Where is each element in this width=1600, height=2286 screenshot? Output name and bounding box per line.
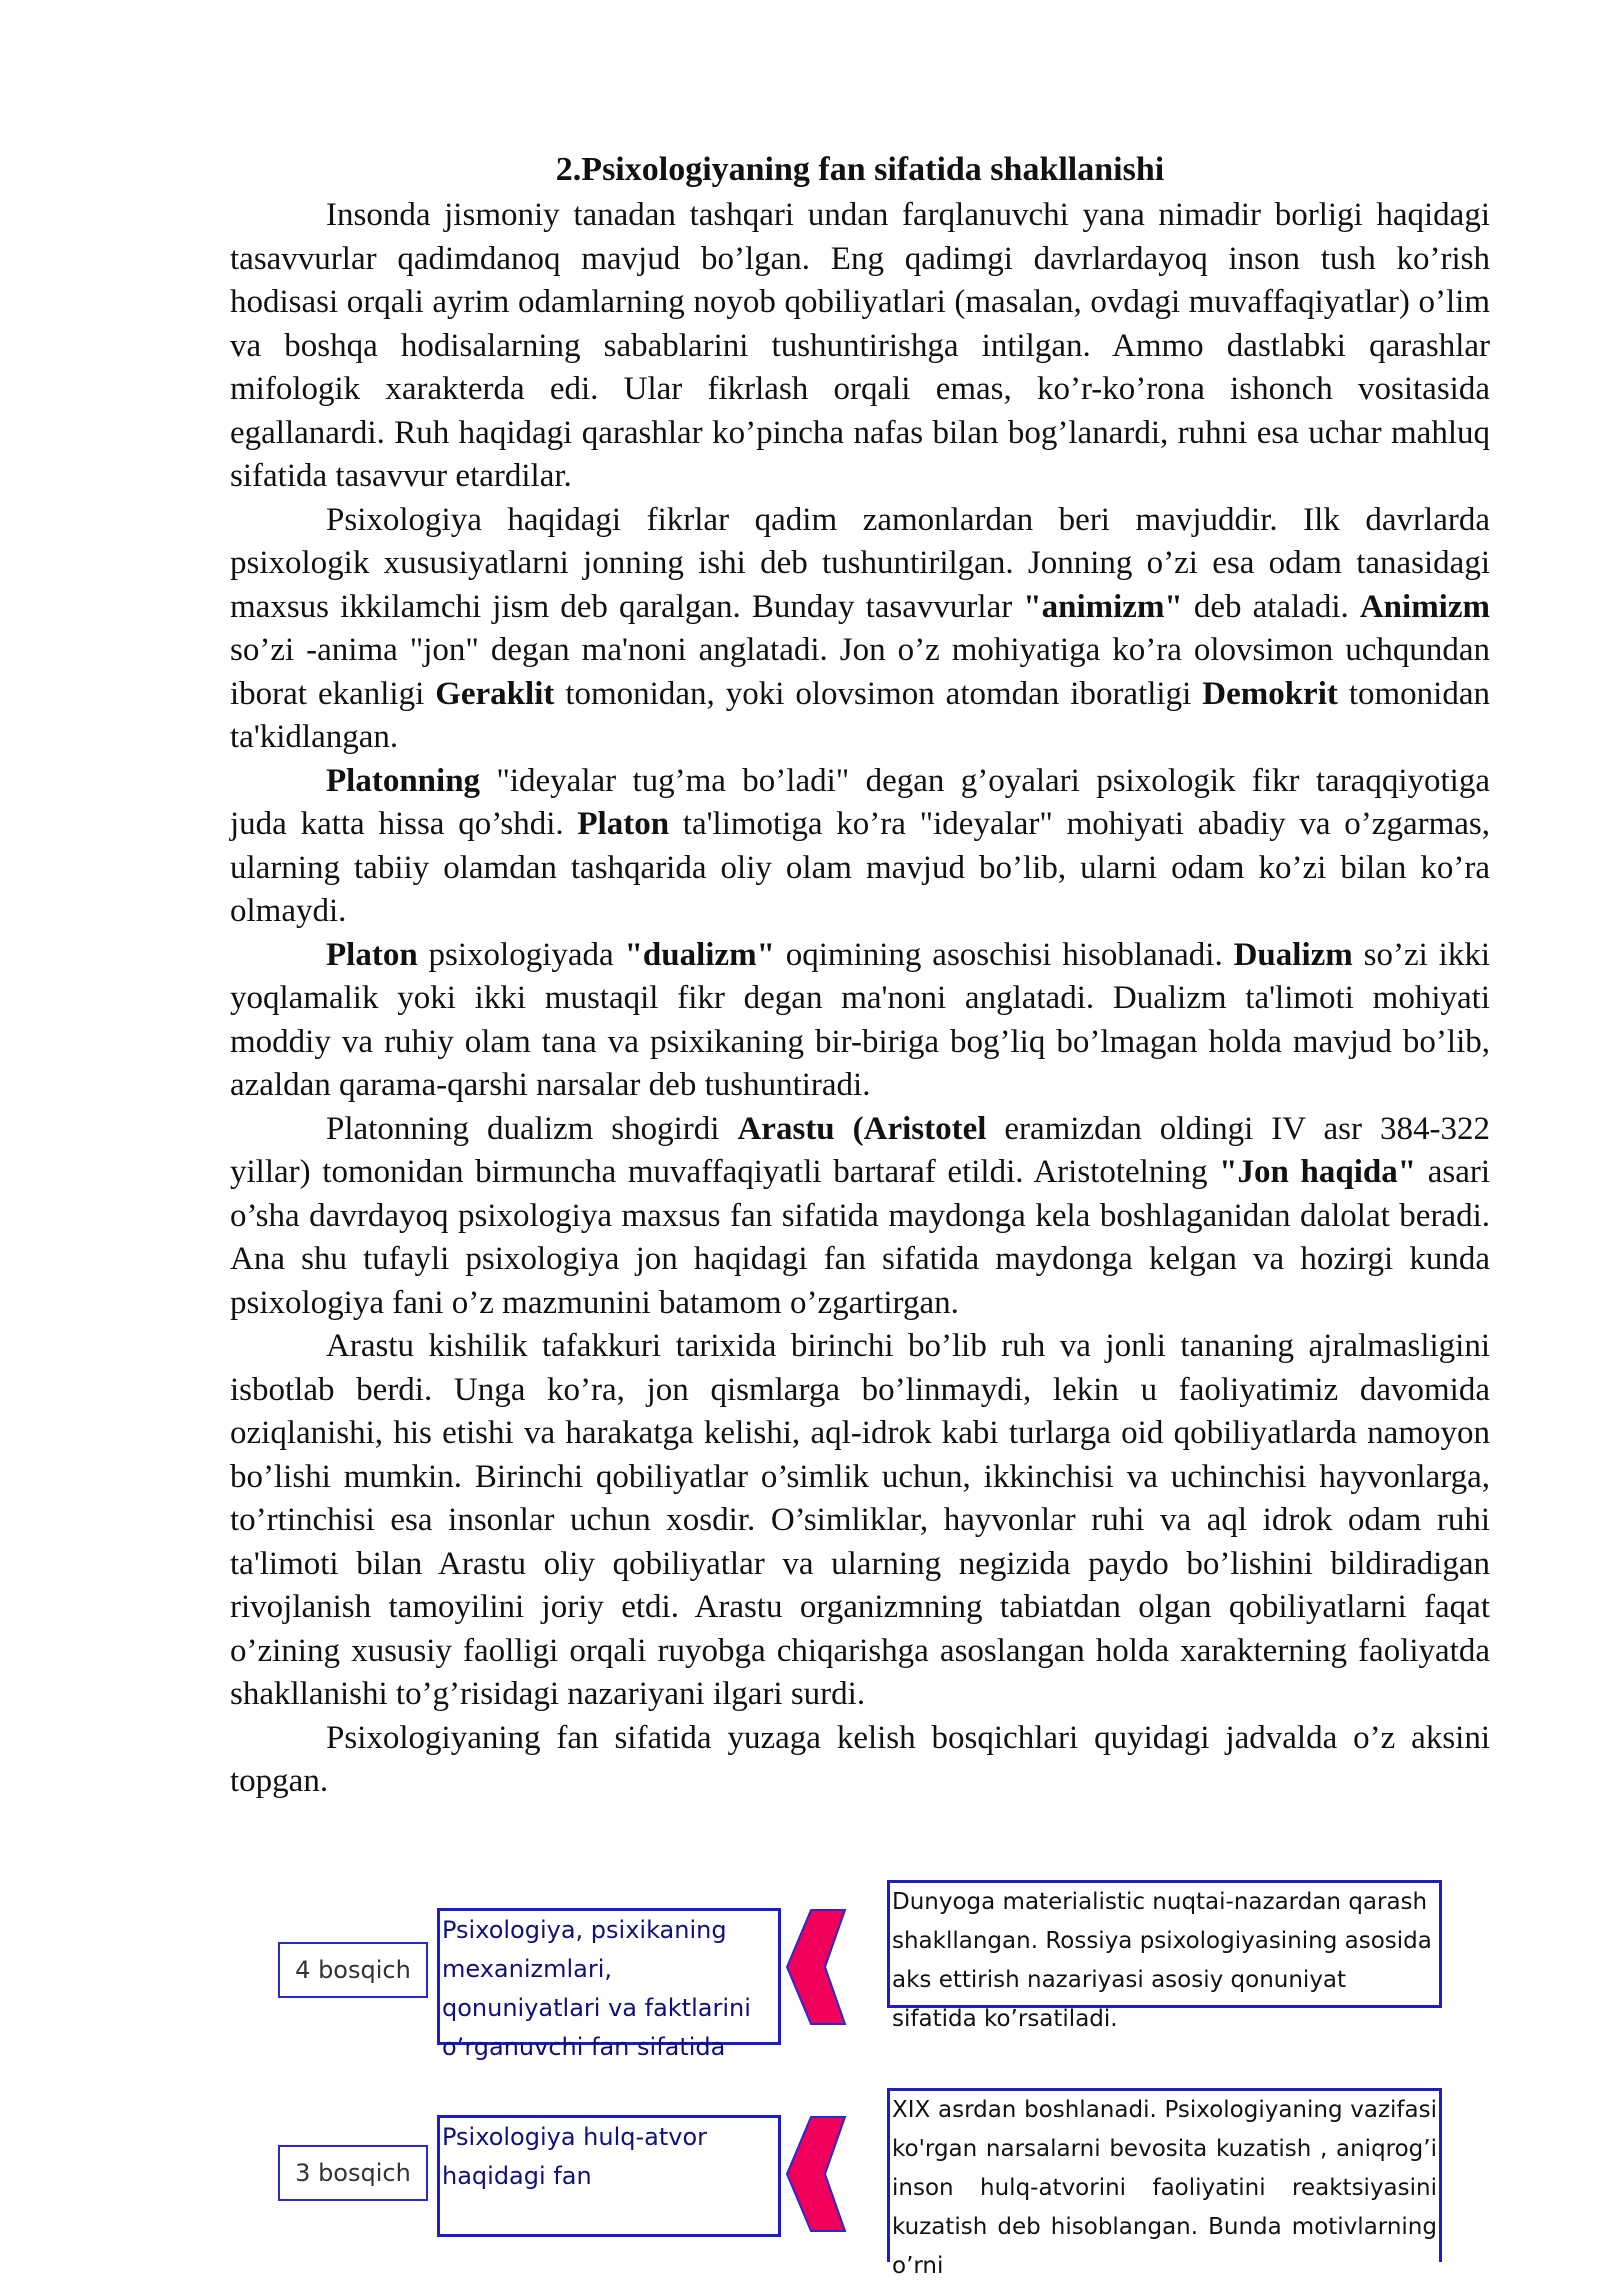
bold-term: Platon <box>577 806 670 842</box>
stage-3-description-box: XIX asrdan boshlanadi. Psixologiyaning vazifasi ko'rgan narsalarni bevosita kuzatish , aniqrog’i inson hulq-atvorini faoliyatini reaktsiyasini kuzatish deb hisoblangan. Bunda motivlarning o’rni <box>887 2088 1442 2262</box>
bold-term: "dualizm" <box>624 936 775 973</box>
bold-term: Platon <box>326 936 418 973</box>
text-run: eramizdan oldingi IV asr 384-322 yillar) tomonidan birmuncha muvaffaqiyatli bartaraf etildi. Aristotelning <box>230 1110 1490 1190</box>
bold-term: "Jon haqida" <box>1219 1154 1417 1190</box>
paragraph <box>230 760 1490 934</box>
paragraph <box>230 194 1490 499</box>
bold-term: Animizm <box>1359 588 1490 625</box>
text-run: psixologiyada <box>417 936 625 973</box>
text-run: asari o’sha davrdayoq psixologiya maxsus fan sifatida maydonga kela boshlaganidan dalolat beradi. Ana shu tufayli psixologiya jon haqidagi fan sifatida maydonga kelgan va hozirgi kunda psixologiya fani o’z mazmunini batamom o’zgartirgan. <box>230 1154 1490 1321</box>
page-title: 2.Psixologiyaning fan sifatida shakllanishi <box>555 151 1165 188</box>
bold-term: Demokrit <box>1202 675 1338 712</box>
text-run: deb ataladi. <box>1182 588 1360 625</box>
text-run: tomonidan ta'kidlangan. <box>230 675 1490 755</box>
text-run: Insonda jismoniy tanadan tashqari undan farqlanuvchi yana nimadir borligi haqidagi tasavvurlar qadimdanoq mavjud bo’lgan. Eng qadimgi davrlardayoq inson tush ko’rish hodisasi orqali ayrim odamlarning noyob qobiliyatlari (masalan, ovdagi muvaffaqiyatlar) o’lim va boshqa hodisalarning sabablarini tushuntirishga intilgan. Ammo dastlabki qarashlar mifologik xarakterda edi. Ular fikrlash orqali emas, ko’r-ko’rona ishonch vositasida egallanardi. Ruh haqidagi qarashlar ko’pincha nafas bilan bog’lanardi, ruhni esa uchar mahluq sifatida tasavvur etardilar. <box>230 197 1490 494</box>
bold-term: "animizm" <box>1023 588 1183 625</box>
document-body <box>230 194 1490 1804</box>
bold-term: Geraklit <box>435 675 555 712</box>
text-run: ta'limotiga ko’ra "ideyalar" mohiyati abadiy va o’zgarmas, ularning tabiiy olamdan tashqarida oliy olam mavjud bo’lib, ularni odam ko’zi bilan ko’ra olmaydi. <box>230 806 1490 929</box>
text-run: Arastu kishilik tafakkuri tarixida birinchi bo’lib ruh va jonli tananing ajralmasligini isbotlab berdi. Unga ko’ra, jon qismlarga bo’linmaydi, lekin u faoliyatimiz davomida oziqlanishi, his etishi va harakatga kelishi, aql-idrok kabi turlarga oid qobiliyatlarda namoyon bo’lishi mumkin. Birinchi qobiliyatlar o’simlik uchun, ikkinchisi va uchinchisi hayvonlarga, to’rtinchisi esa insonlar uchun xosdir. O’simliklar, hayvonlar ruhi va aql idrok odam ruhi ta'limoti bilan Arastu oliy qobiliyatlar va ularning negizida paydo bo’lishini bildiradigan rivojlanish tamoyilini joriy etdi. Arastu organizmning tabiatdan olgan qobiliyatlarni faqat o’zining xususiy faolligi orqali ruyobga chiqarishga asoslangan holda xarakterning faoliyatda shakllanishi to’g’risidagi nazariyani ilgari surdi. <box>230 1328 1490 1712</box>
text-run: Platonning dualizm shogirdi <box>326 1110 738 1147</box>
paragraph <box>230 934 1490 1108</box>
text-run: oqimining asoschisi hisoblanadi. <box>774 936 1234 973</box>
paragraph <box>230 1108 1490 1326</box>
stage-3-title-box: Psixologiya hulq-atvor haqidagi fan <box>437 2115 781 2237</box>
text-run: so’zi -anima "jon" degan ma'noni anglatadi. Jon o’z mohiyatiga ko’ra olovsimon uchqundan iborat ekanligi <box>230 632 1490 712</box>
stage-4-arrow-icon <box>785 1908 851 2026</box>
text-run: so’zi ikki yoqlamalik yoki ikki mustaqil fikr degan ma'noni anglatadi. Dualizm ta'limoti mohiyati moddiy va ruhiy olam tana va psixikaning bir-biriga bog’liq bo’lmagan holda mavjud bo’lib, azaldan qarama-qarshi narsalar deb tushuntiradi. <box>230 936 1490 1103</box>
stage-3-arrow-icon <box>785 2115 851 2233</box>
stage-3-label: 3 bosqich <box>278 2145 428 2201</box>
text-run: "ideyalar tug’ma bo’ladi" degan g’oyalari psixologik fikr taraqqiyotiga juda katta hissa qo’shdi. <box>230 762 1490 842</box>
text-run: Psixologiyaning fan sifatida yuzaga kelish bosqichlari quyidagi jadvalda o’z aksini topgan. <box>230 1719 1490 1799</box>
bold-term: Platonning <box>326 762 481 799</box>
paragraph <box>230 1325 1490 1717</box>
bold-term: Dualizm <box>1233 936 1353 973</box>
stage-4-description-box: Dunyoga materialistic nuqtai-nazardan qarash shakllangan. Rossiya psixologiyasining asosida aks ettirish nazariyasi asosiy qonuniyat sifatida ko’rsatiladi. <box>887 1880 1442 2008</box>
text-run: tomonidan, yoki olovsimon atomdan iboratligi <box>554 675 1203 712</box>
paragraph <box>230 1717 1490 1804</box>
stage-4-label: 4 bosqich <box>278 1942 428 1998</box>
bold-term: Arastu (Aristotel <box>737 1110 987 1147</box>
stage-4-title-box: Psixologiya, psixikaning mexanizmlari, qonuniyatlari va faktlarini o’rganuvchi fan sifatida <box>437 1908 781 2045</box>
text-run: Psixologiya haqidagi fikrlar qadim zamonlardan beri mavjuddir. Ilk davrlarda psixologik xususiyatlarni jonning ishi deb tushuntirilgan. Jonning o’zi esa odam tanasidagi maxsus ikkilamchi jism deb qaralgan. Bunday tasavvurlar <box>230 501 1490 625</box>
paragraph <box>230 499 1490 760</box>
